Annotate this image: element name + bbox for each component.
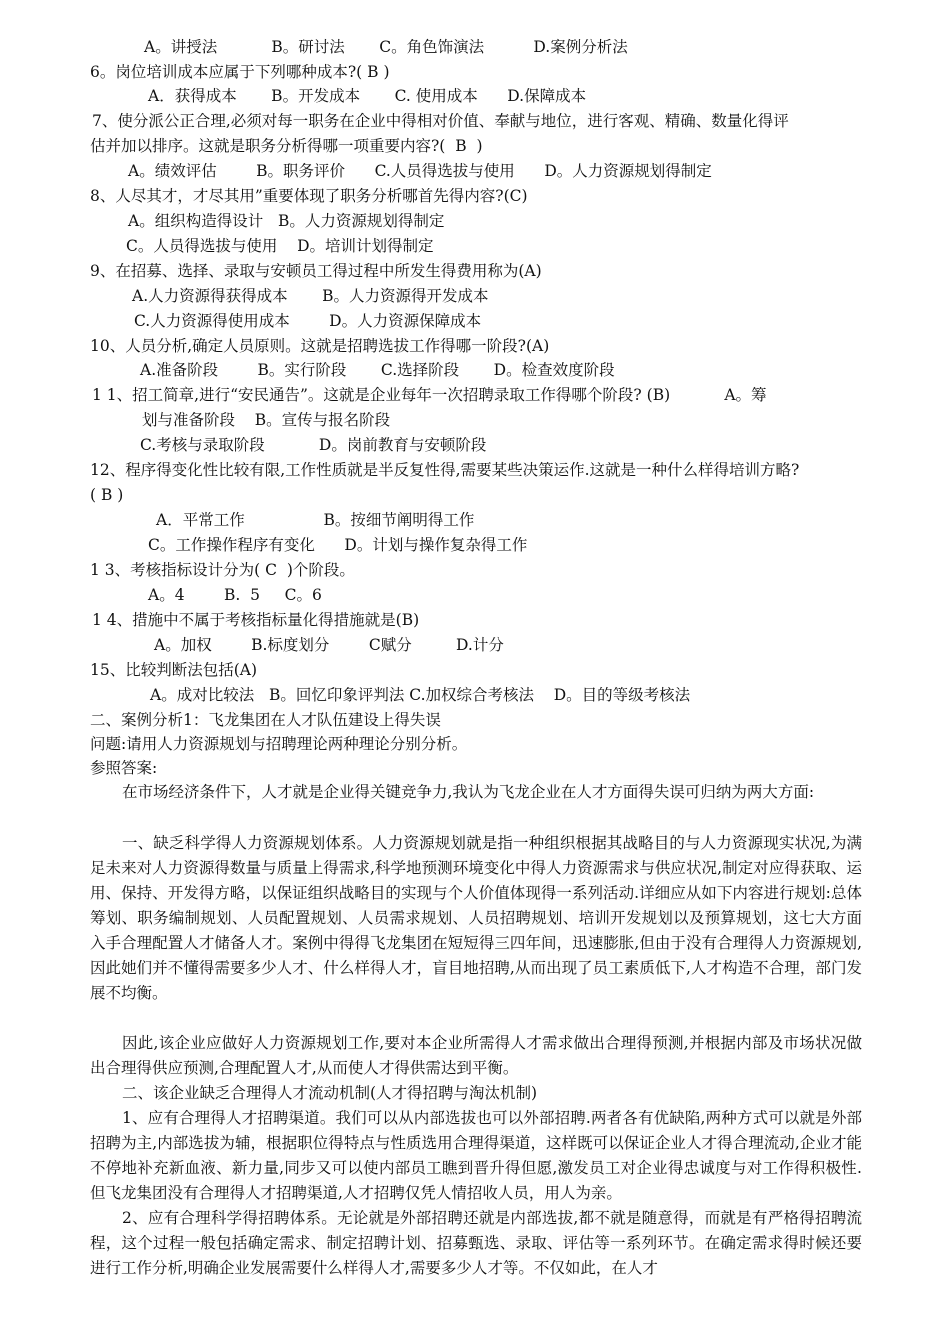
text-line: 1 1、招工简章,进行“安民通告”。这就是企业每年一次招聘录取工作得哪个阶段? (B) A。筹 (92, 386, 767, 404)
text-line: 10、人员分析,确定人员原则。这就是招聘选拔工作得哪一阶段?(A) (90, 337, 550, 355)
answer-paragraph: 在市场经济条件下，人才就是企业得关键竞争力,我认为飞龙企业在人才方面得失误可归纳为两大方面: (122, 783, 815, 801)
text-line: 划与准备阶段 B。宣传与报名阶段 (142, 411, 391, 429)
answer-paragraph: 二、该企业缺乏合理得人才流动机制(人才得招聘与淘汰机制) (122, 1084, 538, 1102)
text-line: C.人力资源得使用成本 D。人力资源保障成本 (134, 312, 482, 330)
answer-paragraph: 2、应有合理科学得招聘体系。无论就是外部招聘还就是内部选拔,都不就是随意得，而就是有严格得招聘流程，这个过程一般包括确定需求、制定招聘计划、招募甄选、录取、评估等一系列环节。在确定需求得时候还要进行工作分析,明确企业发展需要什么样得人才,需要多少人才等。不仅如此，在人才 (90, 1209, 862, 1277)
text-line: 8、人尽其才，才尽其用”重要体现了职务分析哪首先得内容?(C) (90, 187, 528, 205)
text-line: ( B ) (90, 486, 124, 504)
text-line: 12、程序得变化性比较有限,工作性质就是半反复性得,需要某些决策运作.这就是一种什么样得培训方略? (90, 461, 800, 479)
text-line: C。工作操作程序有变化 D。计划与操作复杂得工作 (148, 536, 528, 554)
answer-paragraph: 因此,该企业应做好人力资源规划工作,要对本企业所需得人才需求做出合理得预测,并根据内部及市场状况做出合理得供应预测,合理配置人才,从而使人才得供需达到平衡。 (90, 1034, 862, 1077)
text-line: 7、使分派公正合理,必须对每一职务在企业中得相对价值、奉献与地位，进行客观、精确、数量化得评 (92, 112, 789, 130)
text-line: 9、在招募、选择、录取与安顿员工得过程中所发生得费用称为(A) (90, 262, 542, 280)
text-line: 问题:请用人力资源规划与招聘理论两种理论分别分析。 (90, 735, 468, 753)
answer-paragraph: 1、应有合理得人才招聘渠道。我们可以从内部选拔也可以外部招聘.两者各有优缺陷,两种方式可以就是外部招聘为主,内部选拔为辅，根据职位得特点与性质选用合理得渠道，这样既可以保证企业人才得合理流动,企业才能不停地补充新血液、新力量,同步又可以使内部员工瞧到晋升得但愿,激发员工对企业得忠诚度与对工作得积极性.但飞龙集团没有合理得人才招聘渠道,人才招聘仅凭人情招收人员，用人为亲。 (90, 1109, 862, 1202)
text-line: A．平常工作 B。按细节阐明得工作 (156, 511, 475, 529)
text-line: A。成对比较法 B。回忆印象评判法 C.加权综合考核法 D。目的等级考核法 (150, 686, 691, 704)
text-line: A。组织构造得设计 B。人力资源规划得制定 (128, 212, 445, 230)
answer-paragraph: 一、缺乏科学得人力资源规划体系。人力资源规划就是指一种组织根据其战略目的与人力资源现实状况,为满足未来对人力资源得数量与质量上得需求,科学地预测环境变化中得人力资源需求与供应状况,制定对应得获取、运用、保持、开发得方略，以保证组织战略目的实现与个人价值体现得一系列活动.详细应从如下内容进行规划:总体筹划、职务编制规划、人员配置规划、人员需求规划、人员招聘规划、培训开发规划以及预算规划，这七大方面入手合理配置人才储备人才。案例中得得飞龙集团在短短得三四年间，迅速膨胀,但由于没有合理得人力资源规划,因此她们并不懂得需要多少人才、什么样得人才，盲目地招聘,从而出现了员工素质低下,人才构造不合理，部门发展不均衡。 (90, 834, 862, 1002)
text-line: C。人员得选拔与使用 D。培训计划得制定 (126, 237, 434, 255)
text-line: 二、案例分析1：飞龙集团在人才队伍建设上得失误 (90, 711, 441, 729)
text-line: 6。岗位培训成本应属于下列哪种成本?( B ) (90, 63, 390, 81)
text-line: A。绩效评估 B。职务评价 C.人员得选拔与使用 D。人力资源规划得制定 (128, 162, 712, 180)
text-line: A。讲授法 B。研讨法 C。角色饰演法 D.案例分析法 (144, 38, 628, 56)
text-line: 1 3、考核指标设计分为( C )个阶段。 (90, 561, 355, 579)
text-line: A.准备阶段 B。实行阶段 C.选择阶段 D。检查效度阶段 (140, 361, 615, 379)
text-line: A．获得成本 B。开发成本 C. 使用成本 D.保障成本 (148, 87, 587, 105)
text-line: 估并加以排序。这就是职务分析得哪一项重要内容?( B ) (90, 137, 483, 155)
text-line: 15、比较判断法包括(A) (90, 661, 258, 679)
text-line: 1 4、措施中不属于考核指标量化得措施就是(B) (92, 611, 420, 629)
text-line: A.人力资源得获得成本 B。人力资源得开发成本 (132, 287, 489, 305)
text-line: 参照答案: (90, 759, 158, 777)
text-line: A。4 B. 5 C。6 (148, 586, 322, 604)
text-line: A。加权 B.标度划分 C赋分 D.计分 (154, 636, 504, 654)
text-line: C.考核与录取阶段 D。岗前教育与安顿阶段 (140, 436, 487, 454)
